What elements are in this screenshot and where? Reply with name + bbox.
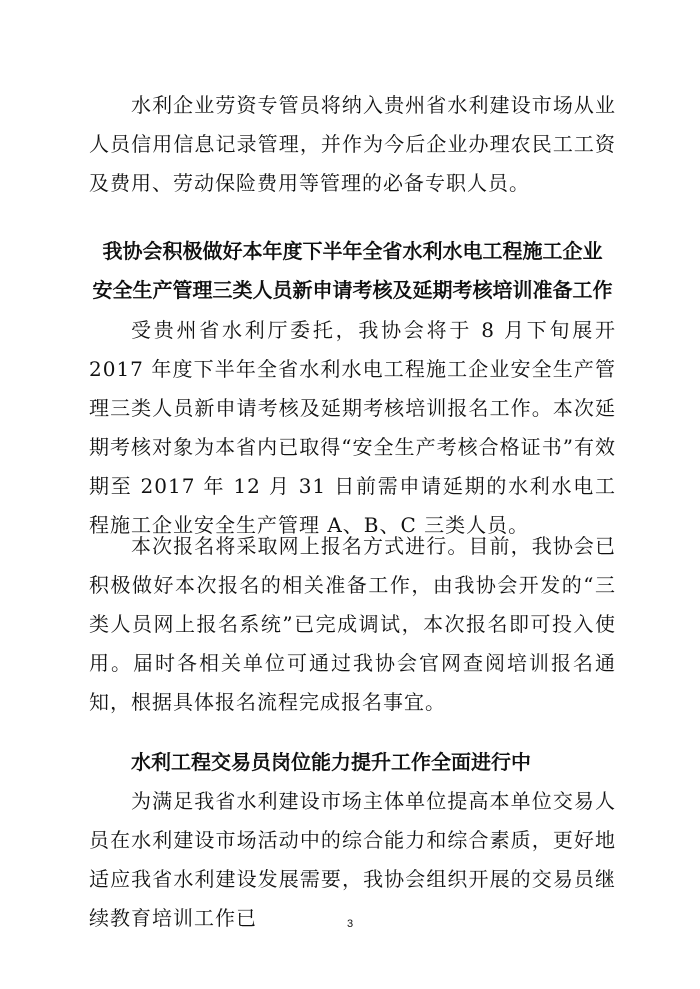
paragraph-labor-manager: 水利企业劳资专管员将纳入贵州省水利建设市场从业人员信用信息记录管理，并作为今后企业办理农民工工资及费用、劳动保险费用等管理的必备专职人员。 <box>89 93 616 195</box>
paragraph-online-registration: 本次报名将采取网上报名方式进行。目前，我协会已积极做好本次报名的相关准备工作，由我协会开发的“三类人员网上报名系统”已完成调试，本次报名即可投入使用。届时各相关单位可通过我协会官网查阅培训报名通知，根据具体报名流程完成报名事宜。 <box>89 534 616 714</box>
section-heading-safety-training <box>89 232 616 310</box>
section-heading-trader-capability: 水利工程交易员岗位能力提升工作全面进行中 <box>131 750 531 774</box>
paragraph-training-registration: 受贵州省水利厅委托，我协会将于 8 月下旬展开 2017 年度下半年全省水利水电工程施工企业安全生产管理三类人员新申请考核及延期考核培训报名工作。本次延期考核对象为本省内已取得“安全生产考核合格证书”有效期至 2017 年 12 月 31 日前需申请延期的水利水电工程施工企业安全生产管理 A、B、C 三类人员。 <box>89 318 616 537</box>
heading-line-2: 安全生产管理三类人员新申请考核及延期考核培训准备工作 <box>92 278 613 302</box>
page-number: 3 <box>346 918 354 930</box>
paragraph-trader-education: 为满足我省水利建设市场主体单位提高本单位交易人员在水利建设市场活动中的综合能力和综合素质，更好地适应我省水利建设发展需要，我协会组织开展的交易员继续教育培训工作已 <box>89 789 616 930</box>
heading-line-1: 我协会积极做好本年度下半年全省水利水电工程施工企业 <box>102 239 603 263</box>
